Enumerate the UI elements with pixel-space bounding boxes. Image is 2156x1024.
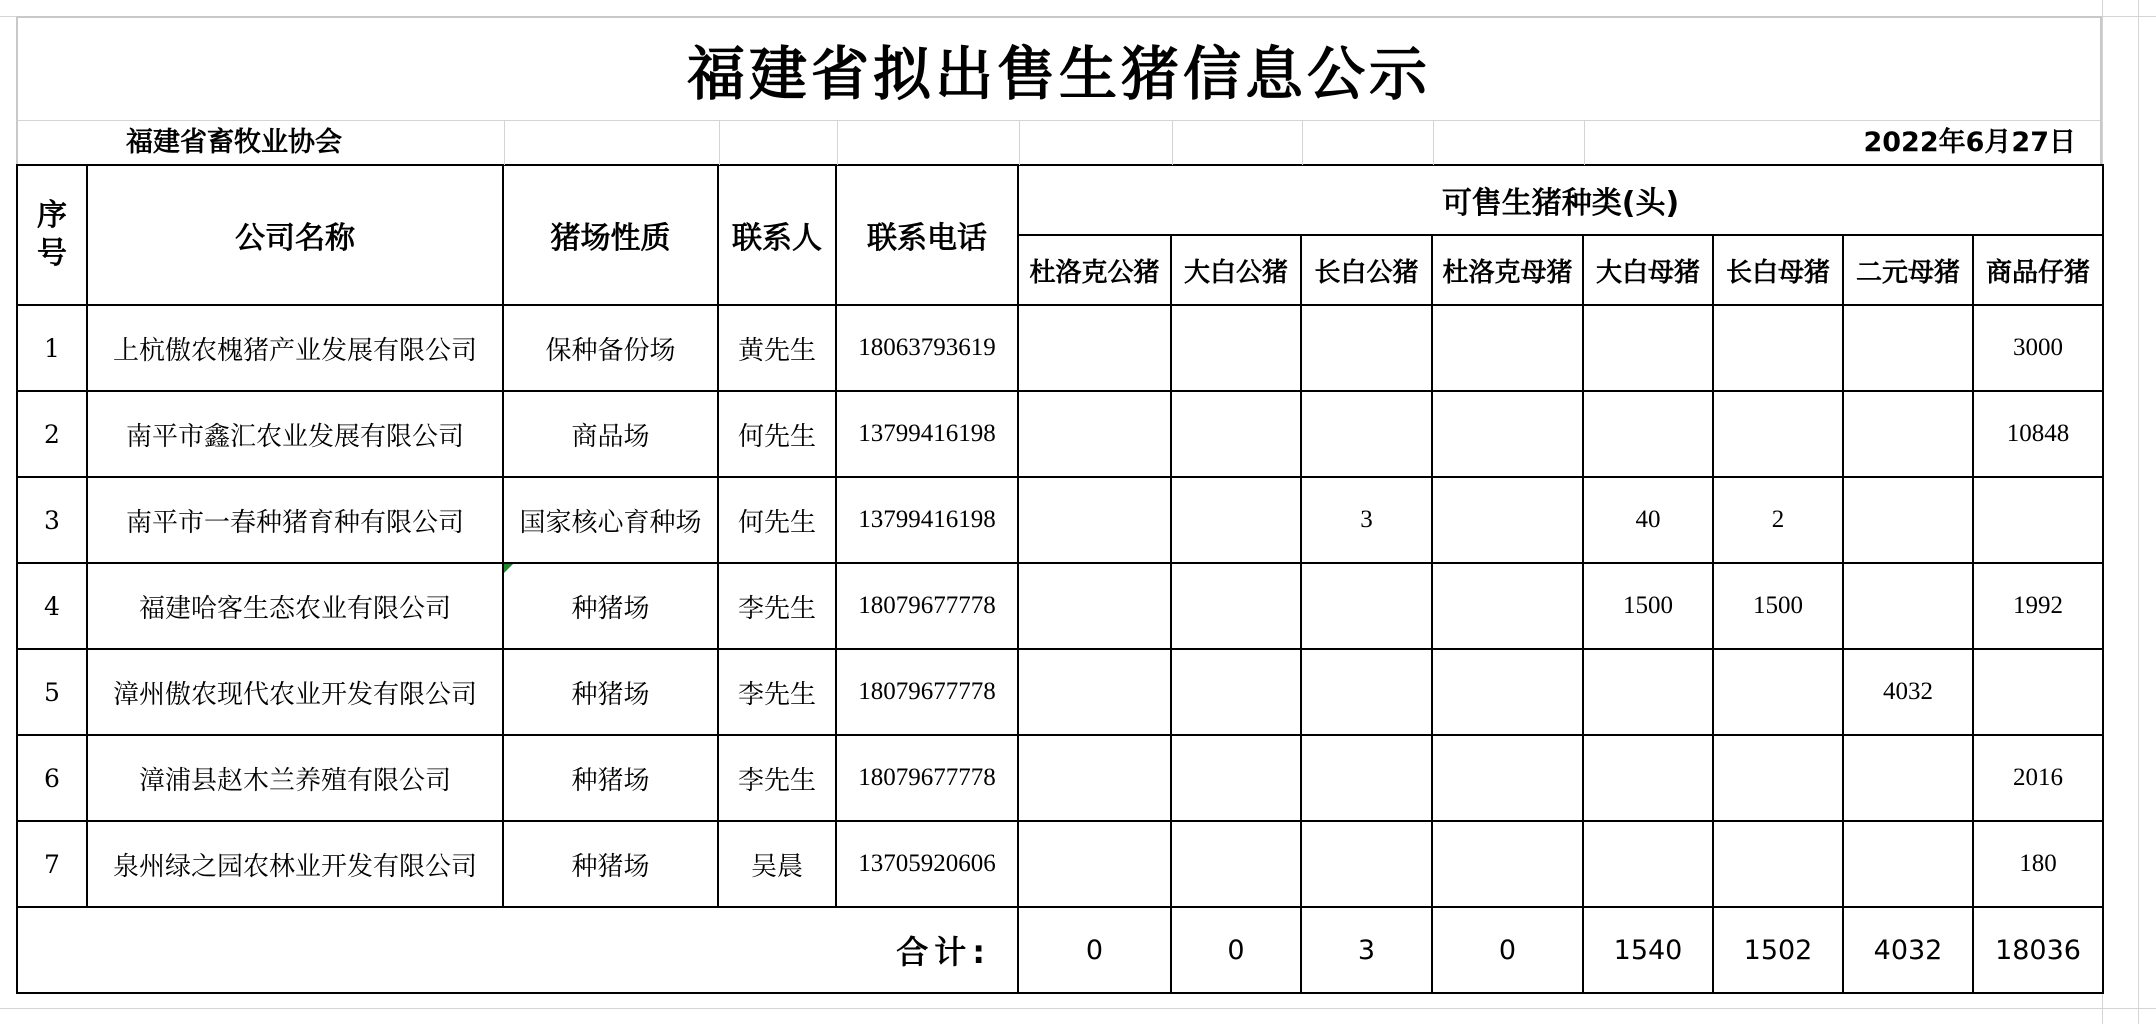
cell-value[interactable] — [1843, 305, 1973, 391]
cell-phone[interactable]: 13799416198 — [836, 477, 1018, 563]
table-row — [17, 477, 2103, 563]
cell-value[interactable]: 40 — [1583, 477, 1713, 563]
cell-value[interactable] — [1171, 735, 1301, 821]
total-value[interactable]: 4032 — [1843, 907, 1973, 993]
header-type[interactable]: 二元母猪 — [1843, 235, 1973, 305]
cell-value[interactable] — [1583, 735, 1713, 821]
cell-contact[interactable]: 李先生 — [718, 563, 836, 649]
total-row — [17, 907, 2103, 993]
cell-farm-type[interactable] — [503, 563, 718, 649]
table-row — [17, 649, 2103, 735]
cell-value[interactable] — [1713, 305, 1843, 391]
cell-divider — [1584, 121, 1585, 165]
cell-value[interactable] — [1432, 821, 1583, 907]
cell-value[interactable] — [1018, 821, 1171, 907]
cell-value[interactable]: 2 — [1713, 477, 1843, 563]
cell-seq[interactable]: 3 — [17, 477, 87, 563]
cell-seq[interactable]: 7 — [17, 821, 87, 907]
cell-value[interactable] — [1973, 649, 2103, 735]
cell-value[interactable] — [1018, 391, 1171, 477]
comment-marker-icon — [504, 564, 513, 573]
cell-value[interactable] — [1171, 821, 1301, 907]
cell-divider — [837, 121, 838, 165]
total-label[interactable]: 合计: — [17, 907, 1018, 993]
cell-value[interactable]: 3 — [1301, 477, 1432, 563]
cell-value[interactable] — [1018, 477, 1171, 563]
cell-value[interactable]: 2016 — [1973, 735, 2103, 821]
header-type[interactable]: 大白母猪 — [1583, 235, 1713, 305]
publish-date: 2022年6月27日 — [1863, 127, 2076, 158]
cell-divider — [1019, 121, 1020, 165]
cell-value[interactable]: 10848 — [1973, 391, 2103, 477]
table-row — [17, 821, 2103, 907]
header-type[interactable]: 大白公猪 — [1171, 235, 1301, 305]
cell-seq[interactable]: 1 — [17, 305, 87, 391]
header-type[interactable]: 长白母猪 — [1713, 235, 1843, 305]
cell-value[interactable] — [1301, 391, 1432, 477]
cell-divider — [504, 121, 505, 165]
cell-phone[interactable]: 13705920606 — [836, 821, 1018, 907]
cell-divider — [1172, 121, 1173, 165]
cell-value[interactable] — [1583, 649, 1713, 735]
cell-contact[interactable]: 何先生 — [718, 391, 836, 477]
pig-sales-table — [16, 164, 2104, 994]
cell-value[interactable] — [1301, 821, 1432, 907]
header-contact[interactable]: 联系人 — [718, 165, 836, 305]
cell-company[interactable]: 漳浦县赵木兰养殖有限公司 — [87, 735, 503, 821]
table-row — [17, 305, 2103, 391]
cell-value[interactable] — [1432, 305, 1583, 391]
cell-seq[interactable]: 6 — [17, 735, 87, 821]
cell-contact[interactable]: 何先生 — [718, 477, 836, 563]
cell-value[interactable] — [1973, 477, 2103, 563]
cell-value[interactable] — [1301, 735, 1432, 821]
cell-value[interactable] — [1583, 391, 1713, 477]
header-type[interactable]: 商品仔猪 — [1973, 235, 2103, 305]
cell-value[interactable] — [1018, 649, 1171, 735]
cell-value[interactable] — [1301, 305, 1432, 391]
cell-company[interactable]: 南平市鑫汇农业发展有限公司 — [87, 391, 503, 477]
table-row — [17, 563, 2103, 649]
header-type[interactable]: 长白公猪 — [1301, 235, 1432, 305]
cell-divider — [1433, 121, 1434, 165]
cell-phone[interactable]: 18063793619 — [836, 305, 1018, 391]
cell-seq[interactable]: 4 — [17, 563, 87, 649]
header-phone[interactable]: 联系电话 — [836, 165, 1018, 305]
cell-phone[interactable]: 18079677778 — [836, 649, 1018, 735]
cell-value[interactable] — [1843, 391, 1973, 477]
cell-value[interactable] — [1713, 821, 1843, 907]
total-value[interactable]: 0 — [1171, 907, 1301, 993]
table-row — [17, 391, 2103, 477]
cell-company[interactable]: 上杭傲农槐猪产业发展有限公司 — [87, 305, 503, 391]
header-seq-label: 序号 — [37, 198, 67, 271]
cell-value[interactable] — [1171, 305, 1301, 391]
header-seq[interactable] — [17, 165, 87, 305]
cell-value[interactable] — [1713, 735, 1843, 821]
cell-value[interactable] — [1843, 735, 1973, 821]
cell-divider — [1302, 121, 1303, 165]
cell-value[interactable] — [1432, 563, 1583, 649]
cell-value[interactable] — [1432, 391, 1583, 477]
cell-divider — [719, 121, 720, 165]
cell-company[interactable]: 漳州傲农现代农业开发有限公司 — [87, 649, 503, 735]
cell-value[interactable] — [1301, 563, 1432, 649]
header-farm-type[interactable]: 猪场性质 — [503, 165, 718, 305]
total-value[interactable]: 0 — [1018, 907, 1171, 993]
cell-company[interactable]: 泉州绿之园农林业开发有限公司 — [87, 821, 503, 907]
cell-phone[interactable]: 18079677778 — [836, 735, 1018, 821]
cell-value[interactable] — [1843, 477, 1973, 563]
cell-value[interactable] — [1171, 563, 1301, 649]
title-cell[interactable] — [16, 16, 2102, 120]
cell-farm-type[interactable]: 种猪场 — [503, 735, 718, 821]
cell-value[interactable] — [1432, 649, 1583, 735]
cell-value[interactable] — [1018, 305, 1171, 391]
cell-company[interactable]: 福建哈客生态农业有限公司 — [87, 563, 503, 649]
cell-value[interactable] — [1171, 477, 1301, 563]
cell-farm-type-label: 种猪场 — [571, 593, 650, 624]
cell-farm-type[interactable]: 保种备份场 — [503, 305, 718, 391]
cell-value[interactable] — [1018, 563, 1171, 649]
info-row — [16, 120, 2102, 164]
sheet-gridline — [2138, 0, 2139, 1024]
cell-value[interactable] — [1432, 477, 1583, 563]
cell-farm-type[interactable]: 种猪场 — [503, 821, 718, 907]
cell-phone[interactable]: 18079677778 — [836, 563, 1018, 649]
cell-seq[interactable]: 2 — [17, 391, 87, 477]
total-value[interactable]: 0 — [1432, 907, 1583, 993]
header-company[interactable]: 公司名称 — [87, 165, 503, 305]
cell-value[interactable] — [1301, 649, 1432, 735]
cell-contact[interactable]: 李先生 — [718, 649, 836, 735]
cell-farm-type[interactable]: 国家核心育种场 — [503, 477, 718, 563]
cell-value[interactable] — [1171, 391, 1301, 477]
cell-value[interactable]: 3000 — [1973, 305, 2103, 391]
cell-phone[interactable]: 13799416198 — [836, 391, 1018, 477]
cell-contact[interactable]: 吴晨 — [718, 821, 836, 907]
cell-company[interactable]: 南平市一春种猪育种有限公司 — [87, 477, 503, 563]
table-row — [17, 735, 2103, 821]
cell-seq[interactable]: 5 — [17, 649, 87, 735]
cell-value[interactable]: 4032 — [1843, 649, 1973, 735]
cell-value[interactable] — [1713, 649, 1843, 735]
spreadsheet — [16, 16, 2102, 994]
cell-value[interactable]: 1500 — [1713, 563, 1843, 649]
total-value[interactable]: 3 — [1301, 907, 1432, 993]
cell-value[interactable] — [1583, 305, 1713, 391]
cell-value[interactable] — [1018, 735, 1171, 821]
total-value[interactable]: 1502 — [1713, 907, 1843, 993]
cell-farm-type[interactable]: 种猪场 — [503, 649, 718, 735]
cell-value[interactable] — [1171, 649, 1301, 735]
cell-value[interactable] — [1583, 821, 1713, 907]
cell-value[interactable] — [1713, 391, 1843, 477]
cell-value[interactable]: 1500 — [1583, 563, 1713, 649]
cell-value[interactable] — [1843, 821, 1973, 907]
organization-name: 福建省畜牧业协会 — [126, 127, 342, 158]
header-pig-types-group[interactable]: 可售生猪种类(头) — [1018, 165, 2103, 235]
cell-contact[interactable]: 李先生 — [718, 735, 836, 821]
cell-farm-type[interactable]: 商品场 — [503, 391, 718, 477]
header-type[interactable]: 杜洛克母猪 — [1432, 235, 1583, 305]
cell-contact[interactable]: 黄先生 — [718, 305, 836, 391]
cell-value[interactable]: 1992 — [1973, 563, 2103, 649]
cell-value[interactable] — [1432, 735, 1583, 821]
total-value[interactable]: 1540 — [1583, 907, 1713, 993]
total-value[interactable]: 18036 — [1973, 907, 2103, 993]
header-type[interactable]: 杜洛克公猪 — [1018, 235, 1171, 305]
page-title: 福建省拟出售生猪信息公示 — [686, 40, 1431, 108]
cell-value[interactable] — [1843, 563, 1973, 649]
cell-value[interactable]: 180 — [1973, 821, 2103, 907]
sheet-gridline — [0, 1008, 2156, 1009]
